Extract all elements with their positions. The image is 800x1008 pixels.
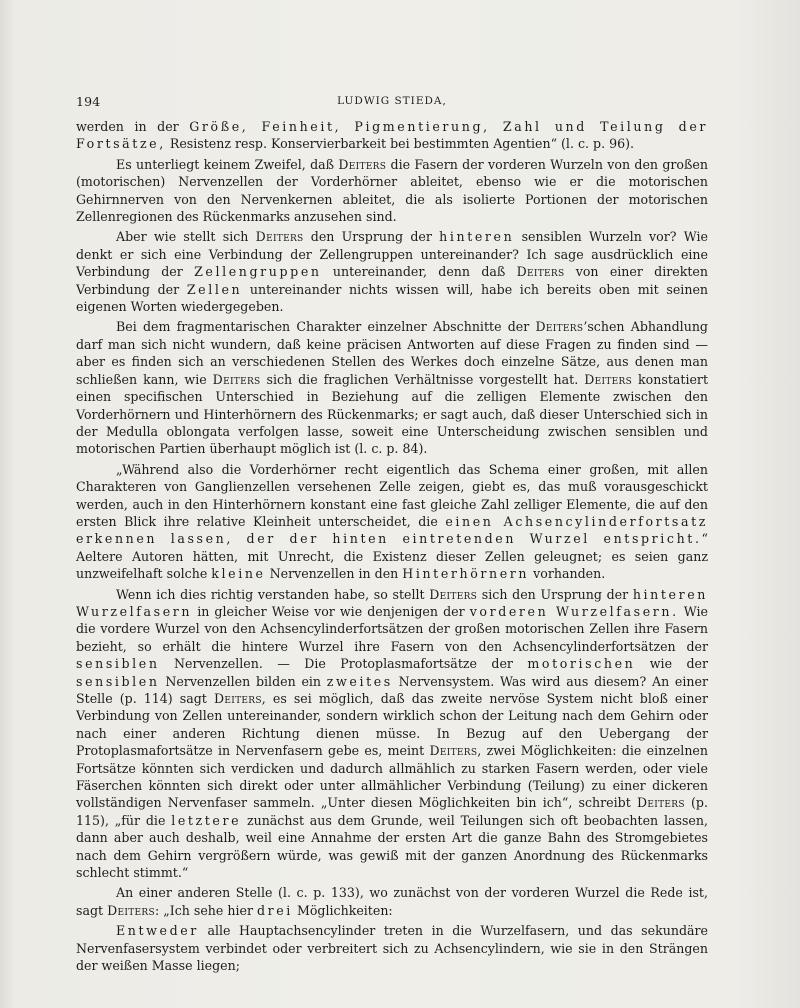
emphasized-text: Entweder xyxy=(116,923,199,939)
text-run: wie der xyxy=(635,656,708,672)
text-run: in gleicher Weise vor wie denjenigen der xyxy=(192,603,470,619)
paragraph xyxy=(76,922,708,974)
text-run: untereinander nichts wissen will, habe ich bereits oben mit seinen eigenen Worten wiedergegeben. xyxy=(76,281,709,315)
text-run: Wenn ich dies richtig verstanden habe, so stellt xyxy=(116,586,430,602)
paragraph xyxy=(76,586,708,882)
text-run: Es unterliegt keinem Zweifel, daß xyxy=(116,156,339,172)
text-run: Bei dem fragmentarischen Charakter einzelner Abschnitte der xyxy=(116,319,536,335)
author-name: Deiters xyxy=(338,156,387,172)
text-run: alle Hauptachsencylinder treten in die Wurzelfasern, und das sekundäre Nervenfasersystem verbindet oder verbreitert sich zu Achsencylindern, wie sie in den Strängen der weißen Masse liegen; xyxy=(76,923,708,974)
text-run: “ Aeltere Autoren hätten, mit Unrecht, die Existenz dieser Zellen geleugnet; es seien ganz unzweifelhaft solche xyxy=(76,531,708,582)
text-run: , es sei möglich, daß das zweite nervöse System nicht bloß einer Verbindung von Zellen untereinander, sondern wirklich schon der Leitung nach dem Gehirn oder nach einer anderen Richtung dienen müsse. In Bezug auf den Uebergang der Protoplasmafortsätze in Nervenfasern gebe es, meint xyxy=(76,691,708,759)
emphasized-text: letztere xyxy=(171,812,242,828)
author-name: Deiters xyxy=(535,319,584,335)
emphasized-text: Größe, Feinheit, Pigmentierung, Zahl und Teilung der Fortsätze, xyxy=(76,119,708,152)
text-run: untereinander, denn daß xyxy=(321,264,517,280)
page-number: 194 xyxy=(76,94,101,109)
text-run: (p. 115), „für die xyxy=(76,795,708,828)
paragraph xyxy=(76,118,708,153)
text-run: Möglichkeiten: xyxy=(292,902,393,918)
author-name: Deiters xyxy=(255,229,304,245)
text-run: sich den Ursprung der xyxy=(477,586,633,602)
author-name: Deiters xyxy=(516,264,565,280)
text-run: den Ursprung der xyxy=(303,229,440,245)
text-run: sensiblen Wurzeln vor? Wie denkt er sich eine Verbindung der Zellengruppen untereinander? Ich sage ausdrücklich eine Verbindung der xyxy=(76,229,708,280)
paragraph xyxy=(76,884,708,919)
text-run: Nervenzellen bilden ein xyxy=(159,673,327,689)
text-run: die Fasern der vorderen Wurzeln von den großen (motorischen) Nervenzellen der Vorderhörner ableitet, ebenso wie er die motorischen Gehirnnerven von den Nervenkernen ableitet, die als isolierte Portionen der motorischen Zellenregionen des Rückenmarks anzusehen sind. xyxy=(76,156,708,225)
paragraph xyxy=(76,318,708,457)
emphasized-text: Zellengruppen xyxy=(194,264,322,280)
emphasized-text: sensiblen xyxy=(76,656,160,672)
text-run: Nervensystem. Was wird aus diesem? An einer Stelle (p. 114) sagt xyxy=(76,673,708,706)
text-run: konstatiert einen specifischen Unterschied in Beziehung auf die zelligen Elemente zwischen den Vorderhörnern und Hinterhörnern des Rückenmarks; er sagt auch, daß dieser Unterschied sich in der Medulla oblongata verfolgen lasse, soweit eine Unterscheidung zwischen sensiblen und motorischen Partien überhaupt möglich ist (l. c. p. 84). xyxy=(76,371,709,457)
text-run: An einer anderen Stelle (l. c. p. 133), wo zunächst von der vorderen Wurzel die Rede ist, sagt xyxy=(76,885,708,918)
text-run: Resistenz resp. Konservierbarkeit bei bestimmten Agentien“ (l. c. p. 96). xyxy=(165,136,635,152)
author-name: Deiters xyxy=(584,371,633,387)
emphasized-text: vorderen Wurzelfasern. xyxy=(469,603,679,619)
emphasized-text: motorischen xyxy=(527,656,636,672)
emphasized-text: kleine xyxy=(211,566,266,582)
author-name: Deiters xyxy=(213,691,262,706)
author-name: Deiters xyxy=(212,371,261,387)
paragraph xyxy=(76,156,708,226)
text-run: zunächst aus dem Grunde, weil Teilungen sich oft beobachten lassen, dann aber auch deshalb, weil eine Annahme der ersten Art die ganze Bahn des Stromgebietes nach dem Gehirn vergrößern würde, was gewiß mit der ganzen Anordnung des Rückenmarks schlecht stimmt.“ xyxy=(76,812,708,881)
text-run: Nervenzellen. — Die Protoplasmafortsätze der xyxy=(159,656,528,672)
text-run: Wie die vordere Wurzel von den Achsencylinderfortsätzen der großen motorischen Zellen ihre Fasern bezieht, so erhält die hintere Wurzel ihre Fasern von den Achsencylinderfortsätzen der xyxy=(76,603,708,654)
text-run: : „Ich sehe hier xyxy=(154,902,257,918)
text-run: ’schen Abhandlung darf man sich nicht wundern, daß keine präcisen Antworten auf diese Fragen zu finden sind — aber es finden sich an verschiedenen Stellen des Werkes doch einzelne Sätze, aus denen man schließen kann, wie xyxy=(76,319,708,387)
text-run: werden in der xyxy=(76,119,190,134)
running-head: LUDWIG STIEDA, xyxy=(337,95,447,107)
body-text xyxy=(76,118,708,978)
emphasized-text: sensiblen xyxy=(76,673,160,689)
paragraph xyxy=(76,228,708,315)
author-name: Deiters xyxy=(636,795,685,811)
emphasized-text: zweites xyxy=(326,673,393,689)
emphasized-text: hinteren xyxy=(439,229,515,245)
author-name: Deiters xyxy=(429,743,478,759)
author-name: Deiters xyxy=(429,586,478,602)
text-run: Aber wie stellt sich xyxy=(116,229,256,245)
emphasized-text: drei xyxy=(256,902,293,918)
emphasized-text: Zellen xyxy=(186,281,243,297)
paragraph xyxy=(76,461,708,583)
text-run: Nervenzellen in den xyxy=(265,566,403,582)
text-run: sich die fraglichen Verhältnisse vorgestellt hat. xyxy=(260,371,585,387)
text-run: „Während also die Vorderhörner recht eigentlich das Schema einer großen, mit allen Charakteren von Ganglienzellen versehenen Zelle zeigen, giebt es, das muß vorausgeschickt werden, auch in den Hinterhörnern konstant eine fast gleiche Zahl zelliger Elemente, die auf den ersten Blick ihre relative Kleinheit unterscheidet, die xyxy=(76,461,708,529)
author-name: Deiters xyxy=(107,902,155,918)
page-header xyxy=(76,94,708,110)
emphasized-text: einen Achsencylinderfortsatz erkennen lassen, der der hinten eintretenden Wurzel entspricht. xyxy=(76,513,708,547)
text-run: , zwei Möglichkeiten: die einzelnen Fortsätze könnten sich verdicken und dadurch allmählich zu starken Fasern werden, oder viele Fäserchen könnten sich direkt oder unter allmählicher Verbindung (Teilung) zu einer dickeren vollständigen Nervenfaser sammeln. „Unter diesen Möglichkeiten bin ich“, schreibt xyxy=(76,743,708,811)
text-run: von einer direkten Verbindung der xyxy=(76,264,708,297)
emphasized-text: Hinterhörnern xyxy=(402,566,530,582)
text-run: vorhanden. xyxy=(529,566,606,582)
emphasized-text: hinteren Wurzelfasern xyxy=(76,586,708,619)
